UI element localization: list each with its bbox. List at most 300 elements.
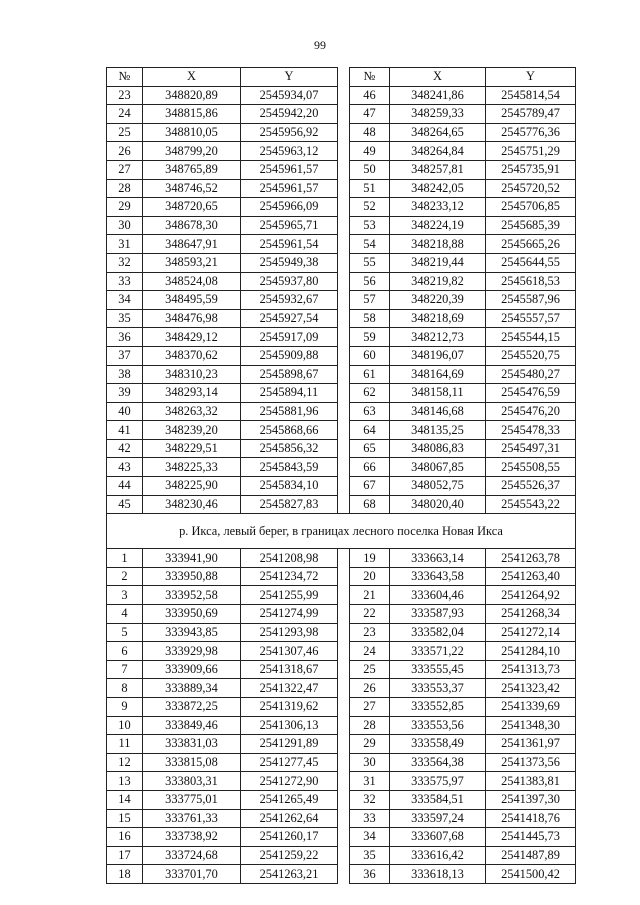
table-row xyxy=(107,346,576,365)
y-left-cell: 2541272,90 xyxy=(241,772,338,791)
point-no-right-cell: 29 xyxy=(350,735,390,754)
point-no-left-cell: 30 xyxy=(107,216,143,235)
y-right-cell: 2541418,76 xyxy=(486,809,576,828)
point-no-left-cell: 4 xyxy=(107,605,143,624)
column-gap xyxy=(338,142,350,161)
y-left-cell: 2541319,62 xyxy=(241,698,338,717)
y-left-cell: 2545827,83 xyxy=(241,495,338,514)
column-gap xyxy=(338,623,350,642)
point-no-right-cell: 46 xyxy=(350,86,390,105)
point-no-left-cell: 11 xyxy=(107,735,143,754)
x-right-cell: 333558,49 xyxy=(390,735,486,754)
table-row xyxy=(107,828,576,847)
x-left-cell: 333950,69 xyxy=(143,605,241,624)
x-right-cell: 333564,38 xyxy=(390,753,486,772)
x-right-cell: 348220,39 xyxy=(390,291,486,310)
x-right-cell: 348135,25 xyxy=(390,421,486,440)
table-row xyxy=(107,216,576,235)
point-no-left-cell: 45 xyxy=(107,495,143,514)
x-right-cell: 348164,69 xyxy=(390,365,486,384)
x-left-cell: 333803,31 xyxy=(143,772,241,791)
point-no-left-cell: 37 xyxy=(107,346,143,365)
x-left-cell: 348225,33 xyxy=(143,458,241,477)
y-right-cell: 2541284,10 xyxy=(486,642,576,661)
x-left-cell: 348476,98 xyxy=(143,309,241,328)
x-right-cell: 333587,93 xyxy=(390,605,486,624)
point-no-right-cell: 31 xyxy=(350,772,390,791)
x-left-cell: 348310,23 xyxy=(143,365,241,384)
table-row xyxy=(107,179,576,198)
table-header-row xyxy=(107,68,576,87)
point-no-right-cell: 67 xyxy=(350,477,390,496)
y-left-cell: 2545932,67 xyxy=(241,291,338,310)
table-row xyxy=(107,605,576,624)
y-right-cell: 2541323,42 xyxy=(486,679,576,698)
x-right-cell: 333553,56 xyxy=(390,716,486,735)
point-no-left-cell: 16 xyxy=(107,828,143,847)
y-right-cell: 2541339,69 xyxy=(486,698,576,717)
x-left-cell: 333701,70 xyxy=(143,865,241,884)
y-left-cell: 2541306,13 xyxy=(241,716,338,735)
column-gap xyxy=(338,679,350,698)
x-left-cell: 333815,08 xyxy=(143,753,241,772)
column-gap xyxy=(338,235,350,254)
y-right-cell: 2545720,52 xyxy=(486,179,576,198)
x-right-cell: 333618,13 xyxy=(390,865,486,884)
header-x-left: X xyxy=(143,68,241,87)
point-no-left-cell: 38 xyxy=(107,365,143,384)
column-gap xyxy=(338,272,350,291)
y-right-cell: 2545480,27 xyxy=(486,365,576,384)
x-left-cell: 348815,86 xyxy=(143,105,241,124)
table-row xyxy=(107,809,576,828)
table-row xyxy=(107,328,576,347)
y-left-cell: 2541263,21 xyxy=(241,865,338,884)
y-left-cell: 2545856,32 xyxy=(241,439,338,458)
y-left-cell: 2545965,71 xyxy=(241,216,338,235)
point-no-left-cell: 27 xyxy=(107,160,143,179)
table-row xyxy=(107,642,576,661)
x-left-cell: 333943,85 xyxy=(143,623,241,642)
table-row xyxy=(107,586,576,605)
column-gap xyxy=(338,772,350,791)
y-right-cell: 2545526,37 xyxy=(486,477,576,496)
point-no-left-cell: 32 xyxy=(107,253,143,272)
x-left-cell: 333872,25 xyxy=(143,698,241,717)
table-row xyxy=(107,477,576,496)
point-no-right-cell: 52 xyxy=(350,198,390,217)
x-left-cell: 348765,89 xyxy=(143,160,241,179)
point-no-left-cell: 43 xyxy=(107,458,143,477)
point-no-left-cell: 25 xyxy=(107,123,143,142)
point-no-right-cell: 57 xyxy=(350,291,390,310)
column-gap xyxy=(338,660,350,679)
y-right-cell: 2545665,26 xyxy=(486,235,576,254)
table-row xyxy=(107,790,576,809)
point-no-right-cell: 20 xyxy=(350,567,390,586)
y-left-cell: 2545961,57 xyxy=(241,179,338,198)
y-right-cell: 2545544,15 xyxy=(486,328,576,347)
section-2-rows xyxy=(107,549,576,884)
column-gap xyxy=(338,753,350,772)
x-left-cell: 348720,65 xyxy=(143,198,241,217)
y-right-cell: 2541264,92 xyxy=(486,586,576,605)
x-left-cell: 348239,20 xyxy=(143,421,241,440)
x-right-cell: 333604,46 xyxy=(390,586,486,605)
y-left-cell: 2545961,54 xyxy=(241,235,338,254)
point-no-left-cell: 24 xyxy=(107,105,143,124)
point-no-right-cell: 66 xyxy=(350,458,390,477)
y-left-cell: 2541322,47 xyxy=(241,679,338,698)
x-right-cell: 348086,83 xyxy=(390,439,486,458)
table-row xyxy=(107,86,576,105)
x-left-cell: 348293,14 xyxy=(143,384,241,403)
x-right-cell: 333663,14 xyxy=(390,549,486,568)
column-gap xyxy=(338,698,350,717)
x-left-cell: 348524,08 xyxy=(143,272,241,291)
x-left-cell: 348370,62 xyxy=(143,346,241,365)
x-right-cell: 333553,37 xyxy=(390,679,486,698)
point-no-left-cell: 3 xyxy=(107,586,143,605)
point-no-left-cell: 18 xyxy=(107,865,143,884)
column-gap xyxy=(338,291,350,310)
table-row xyxy=(107,846,576,865)
x-right-cell: 348196,07 xyxy=(390,346,486,365)
x-left-cell: 333831,03 xyxy=(143,735,241,754)
y-right-cell: 2545508,55 xyxy=(486,458,576,477)
y-right-cell: 2541361,97 xyxy=(486,735,576,754)
column-gap xyxy=(338,384,350,403)
x-right-cell: 348219,44 xyxy=(390,253,486,272)
point-no-right-cell: 53 xyxy=(350,216,390,235)
y-right-cell: 2541268,34 xyxy=(486,605,576,624)
y-left-cell: 2545894,11 xyxy=(241,384,338,403)
table-row xyxy=(107,105,576,124)
column-gap xyxy=(338,809,350,828)
x-left-cell: 333724,68 xyxy=(143,846,241,865)
y-right-cell: 2545776,36 xyxy=(486,123,576,142)
y-left-cell: 2545934,07 xyxy=(241,86,338,105)
x-right-cell: 333582,04 xyxy=(390,623,486,642)
column-gap xyxy=(338,198,350,217)
y-right-cell: 2541348,30 xyxy=(486,716,576,735)
y-left-cell: 2545834,10 xyxy=(241,477,338,496)
x-left-cell: 348746,52 xyxy=(143,179,241,198)
point-no-left-cell: 12 xyxy=(107,753,143,772)
column-gap xyxy=(338,567,350,586)
column-gap xyxy=(338,105,350,124)
column-gap xyxy=(338,402,350,421)
point-no-left-cell: 41 xyxy=(107,421,143,440)
y-right-cell: 2545476,20 xyxy=(486,402,576,421)
y-left-cell: 2541255,99 xyxy=(241,586,338,605)
y-left-cell: 2545937,80 xyxy=(241,272,338,291)
point-no-left-cell: 23 xyxy=(107,86,143,105)
y-right-cell: 2545618,53 xyxy=(486,272,576,291)
point-no-left-cell: 7 xyxy=(107,660,143,679)
x-right-cell: 348264,65 xyxy=(390,123,486,142)
table-row xyxy=(107,402,576,421)
point-no-left-cell: 15 xyxy=(107,809,143,828)
point-no-left-cell: 8 xyxy=(107,679,143,698)
x-right-cell: 333552,85 xyxy=(390,698,486,717)
point-no-right-cell: 58 xyxy=(350,309,390,328)
column-gap xyxy=(338,735,350,754)
y-left-cell: 2545898,67 xyxy=(241,365,338,384)
point-no-left-cell: 42 xyxy=(107,439,143,458)
column-gap xyxy=(338,179,350,198)
x-right-cell: 348233,12 xyxy=(390,198,486,217)
table-row xyxy=(107,291,576,310)
x-right-cell: 348219,82 xyxy=(390,272,486,291)
x-left-cell: 333849,46 xyxy=(143,716,241,735)
point-no-left-cell: 17 xyxy=(107,846,143,865)
header-no-right: № xyxy=(350,68,390,87)
point-no-left-cell: 28 xyxy=(107,179,143,198)
table-row xyxy=(107,567,576,586)
point-no-right-cell: 54 xyxy=(350,235,390,254)
coordinates-table xyxy=(106,67,576,884)
y-right-cell: 2545543,22 xyxy=(486,495,576,514)
table-row xyxy=(107,123,576,142)
x-right-cell: 348257,81 xyxy=(390,160,486,179)
table-row xyxy=(107,753,576,772)
x-left-cell: 333889,34 xyxy=(143,679,241,698)
table-row xyxy=(107,198,576,217)
table-row xyxy=(107,865,576,884)
point-no-left-cell: 44 xyxy=(107,477,143,496)
x-left-cell: 333761,33 xyxy=(143,809,241,828)
x-right-cell: 348212,73 xyxy=(390,328,486,347)
column-gap xyxy=(338,68,350,87)
table-row xyxy=(107,716,576,735)
y-right-cell: 2545789,47 xyxy=(486,105,576,124)
x-left-cell: 333941,90 xyxy=(143,549,241,568)
x-right-cell: 333643,58 xyxy=(390,567,486,586)
header-no-left: № xyxy=(107,68,143,87)
point-no-left-cell: 35 xyxy=(107,309,143,328)
x-right-cell: 348259,33 xyxy=(390,105,486,124)
point-no-left-cell: 9 xyxy=(107,698,143,717)
point-no-right-cell: 55 xyxy=(350,253,390,272)
x-left-cell: 348229,51 xyxy=(143,439,241,458)
header-x-right: X xyxy=(390,68,486,87)
column-gap xyxy=(338,790,350,809)
column-gap xyxy=(338,160,350,179)
point-no-left-cell: 40 xyxy=(107,402,143,421)
y-left-cell: 2541318,67 xyxy=(241,660,338,679)
point-no-left-cell: 34 xyxy=(107,291,143,310)
point-no-right-cell: 22 xyxy=(350,605,390,624)
table-row xyxy=(107,272,576,291)
x-right-cell: 348218,69 xyxy=(390,309,486,328)
table-row xyxy=(107,660,576,679)
table-row xyxy=(107,735,576,754)
x-right-cell: 348224,19 xyxy=(390,216,486,235)
point-no-right-cell: 34 xyxy=(350,828,390,847)
point-no-right-cell: 36 xyxy=(350,865,390,884)
point-no-left-cell: 5 xyxy=(107,623,143,642)
y-right-cell: 2545706,85 xyxy=(486,198,576,217)
y-right-cell: 2545685,39 xyxy=(486,216,576,235)
table-row xyxy=(107,365,576,384)
column-gap xyxy=(338,586,350,605)
point-no-left-cell: 29 xyxy=(107,198,143,217)
x-left-cell: 348678,30 xyxy=(143,216,241,235)
point-no-left-cell: 31 xyxy=(107,235,143,254)
table-row xyxy=(107,772,576,791)
x-right-cell: 348242,05 xyxy=(390,179,486,198)
column-gap xyxy=(338,458,350,477)
section-1-rows xyxy=(107,86,576,514)
table-row xyxy=(107,384,576,403)
y-left-cell: 2545942,20 xyxy=(241,105,338,124)
x-right-cell: 333575,97 xyxy=(390,772,486,791)
point-no-right-cell: 32 xyxy=(350,790,390,809)
point-no-right-cell: 25 xyxy=(350,660,390,679)
y-right-cell: 2545751,29 xyxy=(486,142,576,161)
y-left-cell: 2541291,89 xyxy=(241,735,338,754)
y-right-cell: 2541500,42 xyxy=(486,865,576,884)
y-left-cell: 2541274,99 xyxy=(241,605,338,624)
y-left-cell: 2541262,64 xyxy=(241,809,338,828)
point-no-right-cell: 63 xyxy=(350,402,390,421)
table-row xyxy=(107,698,576,717)
x-left-cell: 333929,98 xyxy=(143,642,241,661)
x-right-cell: 348158,11 xyxy=(390,384,486,403)
point-no-right-cell: 59 xyxy=(350,328,390,347)
column-gap xyxy=(338,253,350,272)
column-gap xyxy=(338,123,350,142)
y-left-cell: 2545966,09 xyxy=(241,198,338,217)
x-right-cell: 333597,24 xyxy=(390,809,486,828)
point-no-right-cell: 48 xyxy=(350,123,390,142)
y-right-cell: 2545814,54 xyxy=(486,86,576,105)
y-right-cell: 2541263,40 xyxy=(486,567,576,586)
table-row xyxy=(107,439,576,458)
point-no-right-cell: 30 xyxy=(350,753,390,772)
x-left-cell: 348495,59 xyxy=(143,291,241,310)
x-right-cell: 348264,84 xyxy=(390,142,486,161)
x-left-cell: 348799,20 xyxy=(143,142,241,161)
x-right-cell: 333555,45 xyxy=(390,660,486,679)
point-no-right-cell: 19 xyxy=(350,549,390,568)
x-left-cell: 348225,90 xyxy=(143,477,241,496)
x-left-cell: 348429,12 xyxy=(143,328,241,347)
table-row xyxy=(107,679,576,698)
x-left-cell: 348230,46 xyxy=(143,495,241,514)
table-row xyxy=(107,160,576,179)
y-right-cell: 2545478,33 xyxy=(486,421,576,440)
point-no-right-cell: 47 xyxy=(350,105,390,124)
x-left-cell: 348820,89 xyxy=(143,86,241,105)
column-gap xyxy=(338,328,350,347)
table-row xyxy=(107,142,576,161)
y-left-cell: 2541234,72 xyxy=(241,567,338,586)
x-left-cell: 333952,58 xyxy=(143,586,241,605)
point-no-left-cell: 36 xyxy=(107,328,143,347)
point-no-left-cell: 2 xyxy=(107,567,143,586)
column-gap xyxy=(338,828,350,847)
table-row xyxy=(107,253,576,272)
point-no-right-cell: 64 xyxy=(350,421,390,440)
y-right-cell: 2545497,31 xyxy=(486,439,576,458)
column-gap xyxy=(338,86,350,105)
y-right-cell: 2541373,56 xyxy=(486,753,576,772)
point-no-left-cell: 1 xyxy=(107,549,143,568)
y-right-cell: 2541263,78 xyxy=(486,549,576,568)
y-right-cell: 2541383,81 xyxy=(486,772,576,791)
point-no-left-cell: 6 xyxy=(107,642,143,661)
y-left-cell: 2541293,98 xyxy=(241,623,338,642)
point-no-left-cell: 39 xyxy=(107,384,143,403)
y-left-cell: 2545843,59 xyxy=(241,458,338,477)
x-right-cell: 333584,51 xyxy=(390,790,486,809)
x-left-cell: 333909,66 xyxy=(143,660,241,679)
y-right-cell: 2545520,75 xyxy=(486,346,576,365)
x-left-cell: 333738,92 xyxy=(143,828,241,847)
y-right-cell: 2541272,14 xyxy=(486,623,576,642)
point-no-left-cell: 26 xyxy=(107,142,143,161)
point-no-right-cell: 28 xyxy=(350,716,390,735)
y-right-cell: 2545587,96 xyxy=(486,291,576,310)
y-left-cell: 2545963,12 xyxy=(241,142,338,161)
column-gap xyxy=(338,421,350,440)
x-right-cell: 333616,42 xyxy=(390,846,486,865)
x-right-cell: 348052,75 xyxy=(390,477,486,496)
y-right-cell: 2545735,91 xyxy=(486,160,576,179)
column-gap xyxy=(338,549,350,568)
x-left-cell: 348647,91 xyxy=(143,235,241,254)
table-row xyxy=(107,549,576,568)
y-left-cell: 2545868,66 xyxy=(241,421,338,440)
point-no-right-cell: 62 xyxy=(350,384,390,403)
x-left-cell: 348593,21 xyxy=(143,253,241,272)
column-gap xyxy=(338,309,350,328)
table-row xyxy=(107,495,576,514)
column-gap xyxy=(338,605,350,624)
point-no-right-cell: 68 xyxy=(350,495,390,514)
y-right-cell: 2545644,55 xyxy=(486,253,576,272)
table-row xyxy=(107,421,576,440)
y-right-cell: 2541397,30 xyxy=(486,790,576,809)
point-no-right-cell: 35 xyxy=(350,846,390,865)
x-left-cell: 333775,01 xyxy=(143,790,241,809)
y-left-cell: 2541307,46 xyxy=(241,642,338,661)
x-left-cell: 348263,32 xyxy=(143,402,241,421)
table-row xyxy=(107,458,576,477)
column-gap xyxy=(338,865,350,884)
point-no-right-cell: 23 xyxy=(350,623,390,642)
y-left-cell: 2541259,22 xyxy=(241,846,338,865)
point-no-right-cell: 60 xyxy=(350,346,390,365)
column-gap xyxy=(338,346,350,365)
y-left-cell: 2541265,49 xyxy=(241,790,338,809)
column-gap xyxy=(338,716,350,735)
point-no-left-cell: 10 xyxy=(107,716,143,735)
point-no-right-cell: 27 xyxy=(350,698,390,717)
x-right-cell: 333607,68 xyxy=(390,828,486,847)
y-left-cell: 2541208,98 xyxy=(241,549,338,568)
point-no-right-cell: 51 xyxy=(350,179,390,198)
x-right-cell: 348067,85 xyxy=(390,458,486,477)
point-no-left-cell: 14 xyxy=(107,790,143,809)
x-left-cell: 333950,88 xyxy=(143,567,241,586)
column-gap xyxy=(338,365,350,384)
section-caption-row xyxy=(107,514,576,549)
y-left-cell: 2545909,88 xyxy=(241,346,338,365)
page-number: 99 xyxy=(314,38,326,52)
